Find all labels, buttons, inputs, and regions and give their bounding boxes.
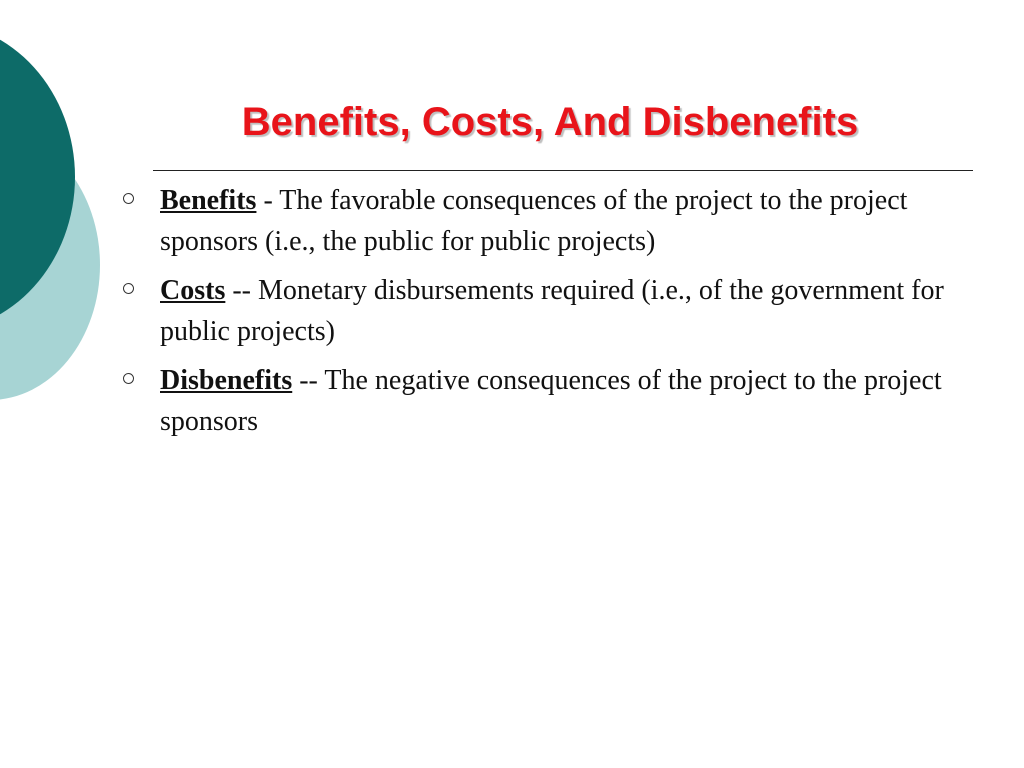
bullet-term: Costs xyxy=(160,275,226,306)
bullet-item-costs xyxy=(118,270,978,352)
bullet-term: Disbenefits xyxy=(160,365,293,396)
bullet-text: - The favorable consequences of the project to the project sponsors (i.e., the public for public projects) xyxy=(160,185,908,257)
bullet-list xyxy=(118,180,978,450)
bullet-item-disbenefits xyxy=(118,360,978,442)
bullet-term: Benefits xyxy=(160,185,257,216)
bullet-text: -- The negative consequences of the project to the project sponsors xyxy=(160,365,942,437)
hollow-circle-bullet-icon xyxy=(123,373,134,384)
hollow-circle-bullet-icon xyxy=(123,283,134,294)
title-divider xyxy=(153,170,973,171)
bullet-item-benefits xyxy=(118,180,978,262)
slide-title: Benefits, Costs, And Disbenefits xyxy=(241,100,859,144)
bullet-text: -- Monetary disbursements required (i.e., of the government for public projects) xyxy=(160,275,944,347)
hollow-circle-bullet-icon xyxy=(123,193,134,204)
